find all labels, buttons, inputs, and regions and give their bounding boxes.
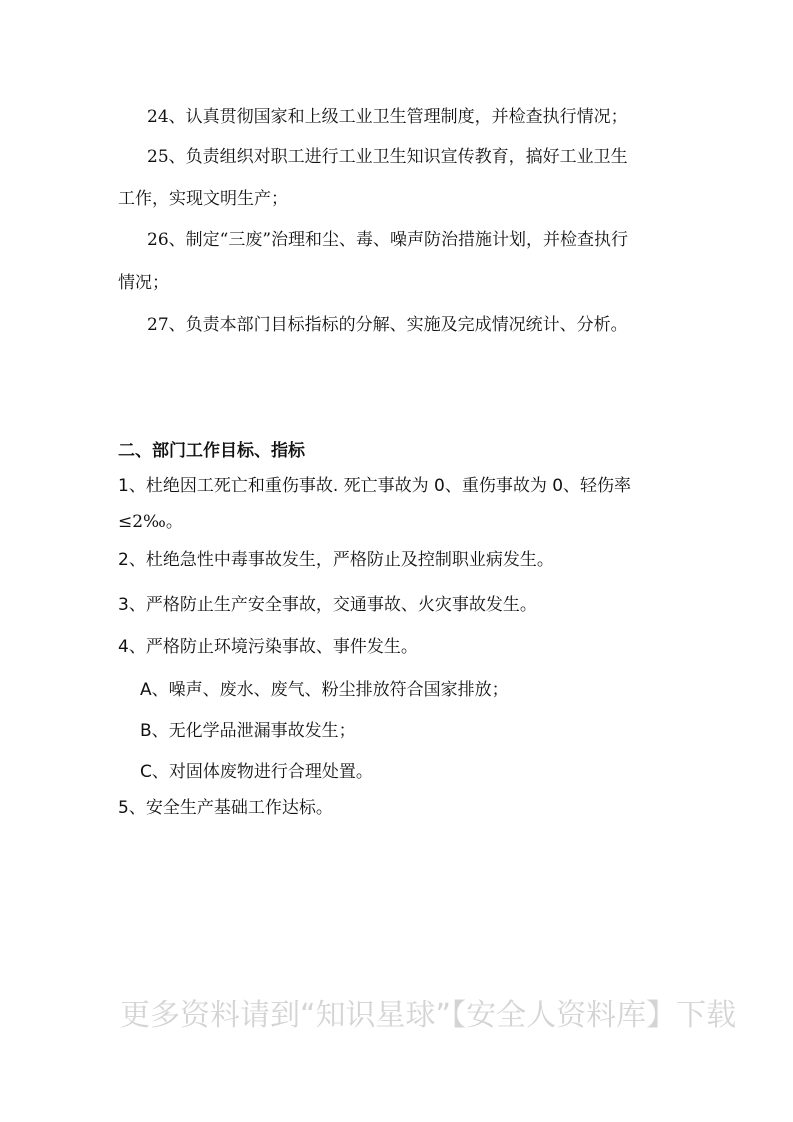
watermark: 更多资料请到“知识星球”【安全人资料库】下载 [120,998,737,1033]
goal-2: 2、杜绝急性中毒事故发生，严格防止及控制职业病发生。 [118,550,554,570]
duty-26-line-2: 情况； [118,273,169,293]
goal-4: 4、严格防止环境污染事故、事件发生。 [118,637,418,657]
goal-1-line-2: ≤2‰。 [118,512,183,532]
duty-24-line-1: 24、认真贯彻国家和上级工业卫生管理制度，并检查执行情况； [147,107,628,127]
section-heading: 二、部门工作目标、指标 [118,441,305,461]
duty-27-line-1: 27、负责本部门目标指标的分解、实施及完成情况统计、分析。 [147,315,628,335]
goal-4-sub-b: B、无化学品泄漏事故发生； [140,721,356,741]
duty-26-line-1: 26、制定“三废”治理和尘、毒、噪声防治措施计划，并检查执行 [147,230,629,250]
goal-1-line-1: 1、杜绝因工死亡和重伤事故. 死亡事故为 0、重伤事故为 0、轻伤率 [118,476,632,496]
goal-5: 5、安全生产基础工作达标。 [118,798,333,818]
duty-25-line-1: 25、负责组织对职工进行工业卫生知识宣传教育，搞好工业卫生 [147,147,628,167]
goal-4-sub-c: C、对固体废物进行合理处置。 [140,762,373,782]
goal-4-sub-a: A、噪声、废水、废气、粉尘排放符合国家排放； [140,680,509,700]
goal-3: 3、严格防止生产安全事故，交通事故、火灾事故发生。 [118,595,537,615]
duty-25-line-2: 工作，实现文明生产； [118,189,288,209]
